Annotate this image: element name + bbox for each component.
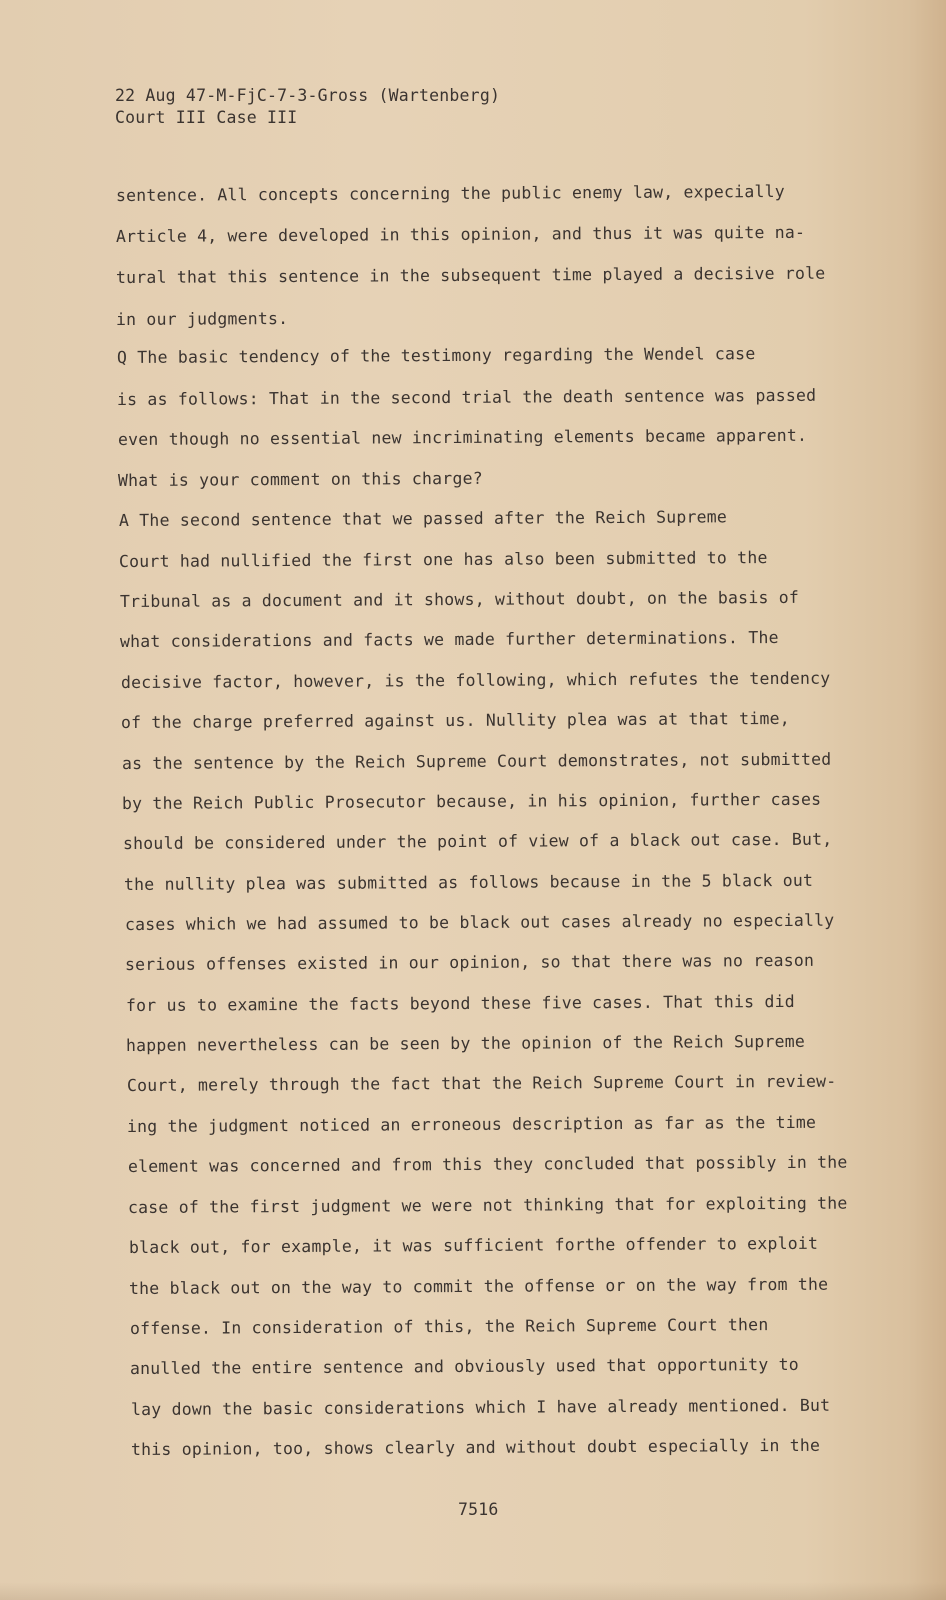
body-line: this opinion, too, shows clearly and without doubt especially in the (130, 1435, 821, 1459)
body-line: the nullity plea was submitted as follows because in the 5 black out (123, 870, 814, 894)
body-line: Article 4, were developed in this opinion, and thus it was quite na- (115, 222, 806, 246)
body-line: decisive factor, however, is the following, which refutes the tendency (120, 668, 831, 692)
body-line: happen nevertheless can be seen by the opinion of the Reich Supreme (125, 1031, 806, 1055)
body-line: case of the first judgment we were not thinking that for exploiting the (127, 1193, 848, 1217)
body-line: element was concerned and from this they concluded that possibly in the (127, 1152, 848, 1176)
body-line: black out, for example, it was sufficient forthe offender to exploit (128, 1233, 819, 1257)
body-line: of the charge preferred against us. Nullity plea was at that time, (120, 708, 790, 732)
body-line: is as follows: That in the second trial the death sentence was passed (116, 385, 817, 409)
body-line: tural that this sentence in the subsequent time played a decisive role (115, 263, 826, 287)
body-line: What is your comment on this charge? (117, 468, 483, 490)
body-line: lay down the basic considerations which I have already mentioned. But (130, 1395, 831, 1419)
body-line: anulled the entire sentence and obviously used that opportunity to (129, 1354, 799, 1378)
body-line: as the sentence by the Reich Supreme Court demonstrates, not submitted (121, 749, 832, 773)
body-line: cases which we had assumed to be black out cases already no especially (124, 910, 835, 934)
body-line: sentence. All concepts concerning the public enemy law, expecially (115, 181, 785, 205)
body-line: for us to examine the facts beyond these five cases. That this did (125, 991, 795, 1015)
page-number: 7516 (458, 1500, 499, 1519)
body-line: A The second sentence that we passed after the Reich Supreme (118, 507, 728, 530)
body-line: should be considered under the point of view of a black out case. But, (122, 829, 833, 853)
paper-edge-shadow (0, 1582, 946, 1600)
body-line: in our judgments. (115, 308, 289, 329)
header-line-1: 22 Aug 47-M-FjC-7-3-Gross (Wartenberg) (115, 86, 501, 105)
body-line: offense. In consideration of this, the Reich Supreme Court then (129, 1315, 769, 1338)
body-line: even though no essential new incriminating elements became apparent. (117, 425, 808, 449)
body-line: Tribunal as a document and it shows, without doubt, on the basis of (119, 587, 800, 611)
header-line-2: Court III Case III (115, 108, 298, 127)
body-line: serious offenses existed in our opinion, so that there was no reason (124, 950, 815, 974)
body-line: Court, merely through the fact that the Reich Supreme Court in review- (126, 1071, 837, 1095)
body-line: the black out on the way to commit the offense or on the way from the (128, 1274, 829, 1298)
body-line: ing the judgment noticed an erroneous description as far as the time (126, 1112, 817, 1136)
body-line: by the Reich Public Prosecutor because, in his opinion, further cases (121, 789, 822, 813)
body-line: Court had nullified the first one has also been submitted to the (118, 548, 768, 571)
body-line: what considerations and facts we made further determinations. The (119, 627, 779, 651)
body-line: Q The basic tendency of the testimony regarding the Wendel case (116, 344, 756, 367)
